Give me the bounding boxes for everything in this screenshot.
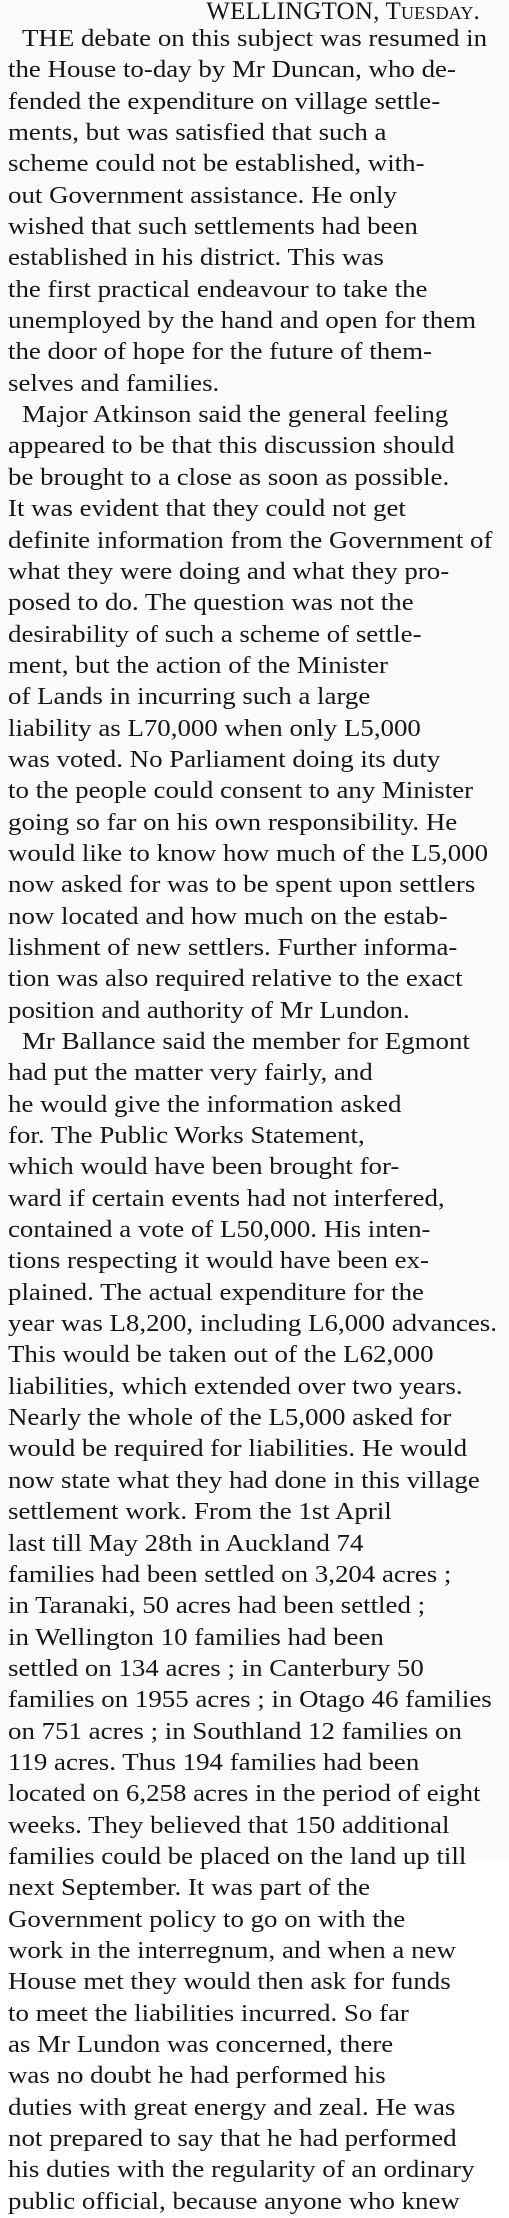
text-line: It was evident that they could not get bbox=[8, 496, 406, 523]
text-line: he would give the information asked bbox=[8, 1091, 402, 1118]
text-line: the door of hope for the future of them- bbox=[8, 339, 432, 366]
text-line: the House to-day by Mr Duncan, who de- bbox=[8, 57, 456, 84]
text-line: ment, but the action of the Minister bbox=[8, 652, 388, 679]
text-line: for. The Public Works Statement, bbox=[8, 1123, 365, 1150]
text-line: tion was also required relative to the exact bbox=[8, 966, 463, 993]
text-line: appeared to be that this discussion should bbox=[8, 433, 455, 460]
article-paragraph bbox=[8, 1027, 504, 2218]
text-line: wished that such settlements had been bbox=[8, 214, 418, 241]
text-line: located on 6,258 acres in the period of eight bbox=[8, 1781, 481, 1808]
text-line: out Government assistance. He only bbox=[8, 182, 397, 209]
text-line: to the people could consent to any Minister bbox=[8, 778, 474, 805]
text-line: This would be taken out of the L62,000 bbox=[8, 1342, 434, 1369]
text-line: ward if certain events had not interfered, bbox=[8, 1185, 445, 1212]
text-line: weeks. They believed that 150 additional bbox=[8, 1812, 450, 1839]
text-line: on 751 acres ; in Southland 12 families on bbox=[8, 1718, 462, 1745]
article-paragraph bbox=[8, 24, 504, 400]
text-line: of Lands in incurring such a large bbox=[8, 684, 371, 711]
text-line: liabilities, which extended over two years. bbox=[8, 1373, 463, 1400]
text-line: public official, because anyone who knew bbox=[8, 2188, 460, 2215]
text-line: families had been settled on 3,204 acres ; bbox=[8, 1561, 452, 1588]
text-line: going so far on his own responsibility. He bbox=[8, 809, 458, 836]
text-line: was no doubt he had performed his bbox=[8, 2063, 386, 2090]
text-line: not prepared to say that he had performed bbox=[8, 2126, 457, 2153]
text-line: tions respecting it would have been ex- bbox=[8, 1248, 429, 1275]
text-line: as Mr Lundon was concerned, there bbox=[8, 2032, 394, 2058]
text-line: had put the matter very fairly, and bbox=[8, 1060, 373, 1087]
text-line: desirability of such a scheme of settle- bbox=[8, 621, 422, 648]
text-line: Nearly the whole of the L5,000 asked for bbox=[8, 1405, 452, 1432]
text-line: Mr Ballance said the member for Egmont bbox=[22, 1029, 470, 1055]
text-line: in Taranaki, 50 acres had been settled ; bbox=[8, 1593, 426, 1620]
text-line: now located and how much on the estab- bbox=[8, 903, 448, 930]
text-line: liability as L70,000 when only L5,000 bbox=[8, 715, 421, 742]
text-line: ments, but was satisfied that such a bbox=[8, 120, 387, 147]
article-paragraph bbox=[8, 400, 504, 1027]
dateline: WELLINGTON, Tuesday. bbox=[206, 0, 480, 25]
text-line: families on 1955 acres ; in Otago 46 families bbox=[8, 1687, 492, 1714]
text-line: lishment of new settlers. Further informa- bbox=[8, 934, 458, 961]
text-line: would like to know how much of the L5,000 bbox=[8, 840, 489, 867]
text-line: posed to do. The question was not the bbox=[8, 590, 414, 617]
text-line: unemployed by the hand and open for them bbox=[8, 308, 477, 335]
article-body bbox=[8, 24, 504, 2218]
text-line: scheme could not be established, with- bbox=[8, 151, 425, 178]
text-line: to meet the liabilities incurred. So far bbox=[8, 2000, 409, 2027]
text-line: now state what they had done in this village bbox=[8, 1467, 480, 1494]
text-line: in Wellington 10 families had been bbox=[8, 1624, 384, 1651]
text-line: House met they would then ask for funds bbox=[8, 1969, 451, 1996]
text-line: work in the interregnum, and when a new bbox=[8, 1937, 456, 1964]
text-line: settled on 134 acres ; in Canterbury 50 bbox=[8, 1655, 424, 1682]
text-line: duties with great energy and zeal. He was bbox=[8, 2094, 456, 2121]
text-line: year was L8,200, including L6,000 advances. bbox=[8, 1311, 497, 1338]
text-line: definite information from the Government of bbox=[8, 527, 493, 554]
text-line: his duties with the regularity of an ordinary bbox=[8, 2157, 475, 2184]
text-line: plained. The actual expenditure for the bbox=[8, 1279, 424, 1306]
text-line: which would have been brought for- bbox=[8, 1154, 400, 1181]
text-line: what they were doing and what they pro- bbox=[8, 558, 450, 585]
text-line: fended the expenditure on village settle- bbox=[8, 88, 441, 115]
text-line: position and authority of Mr Lundon. bbox=[8, 997, 410, 1024]
text-line: next September. It was part of the bbox=[8, 1875, 371, 1902]
text-line: be brought to a close as soon as possible. bbox=[8, 464, 450, 491]
text-line: the first practical endeavour to take the bbox=[8, 276, 428, 303]
text-line: 119 acres. Thus 194 families had been bbox=[8, 1749, 420, 1776]
text-line: now asked for was to be spent upon settlers bbox=[8, 872, 476, 899]
text-line: established in his district. This was bbox=[8, 245, 384, 272]
text-line: Major Atkinson said the general feeling bbox=[22, 402, 449, 429]
text-line: last till May 28th in Auckland 74 bbox=[8, 1530, 364, 1557]
text-line: was voted. No Parliament doing its duty bbox=[8, 746, 441, 773]
text-line: selves and families. bbox=[8, 370, 220, 397]
text-line: would be required for liabilities. He would bbox=[8, 1436, 468, 1463]
text-line: contained a vote of L50,000. His inten- bbox=[8, 1217, 431, 1244]
text-line: settlement work. From the 1st April bbox=[8, 1499, 392, 1526]
text-line: Government policy to go on with the bbox=[8, 1906, 406, 1933]
text-line: THE debate on this subject was resumed in bbox=[22, 26, 488, 52]
text-line: families could be placed on the land up till bbox=[8, 1843, 467, 1870]
